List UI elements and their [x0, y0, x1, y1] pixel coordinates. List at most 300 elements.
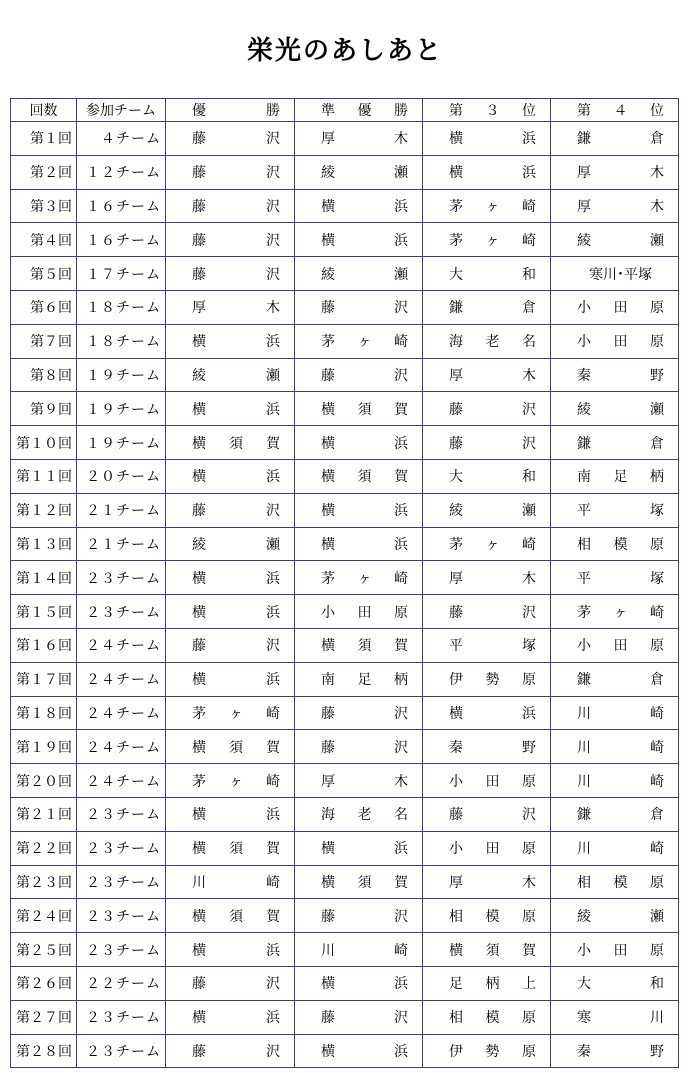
city-char: 浜 — [394, 198, 408, 215]
third-cell — [423, 324, 551, 358]
city-char: 浜 — [394, 435, 408, 452]
city-char: 田 — [485, 841, 500, 858]
city-char: 茅 — [449, 198, 463, 215]
winner-cell — [166, 662, 295, 696]
city-char: 浜 — [266, 401, 280, 418]
city-char: 横 — [192, 807, 206, 824]
city-char: 藤 — [192, 266, 206, 283]
city-char: 田 — [613, 300, 628, 317]
city-char: 沢 — [266, 165, 280, 182]
winner-cell — [166, 595, 295, 629]
table-row — [11, 764, 679, 798]
winner-cell — [166, 155, 295, 189]
fourth-cell — [551, 1000, 679, 1034]
teams-cell: ２２チーム — [77, 966, 166, 1000]
city-char: 横 — [192, 570, 206, 587]
city-char: 横 — [192, 334, 206, 351]
table-row — [11, 257, 679, 291]
city-char: 伊 — [449, 1043, 463, 1060]
city-char: 柄 — [650, 469, 664, 486]
city-char: 藤 — [321, 367, 335, 384]
third-cell — [423, 257, 551, 291]
city-char: 田 — [357, 604, 372, 621]
header-third-char: ３ — [485, 103, 500, 119]
runner-up-cell — [295, 324, 423, 358]
city-char: 上 — [522, 976, 536, 993]
teams-cell: １８チーム — [77, 324, 166, 358]
runner-up-cell — [295, 662, 423, 696]
city-char: 横 — [192, 942, 206, 959]
city-char: 横 — [321, 401, 335, 418]
city-char: 沢 — [266, 503, 280, 520]
city-char: 相 — [449, 1010, 463, 1027]
city-char: 和 — [650, 976, 664, 993]
table-row — [11, 865, 679, 899]
city-char: 大 — [577, 976, 591, 993]
city-char: 茅 — [321, 570, 335, 587]
third-cell — [423, 493, 551, 527]
city-char: 厚 — [321, 131, 335, 148]
city-char: 浜 — [266, 672, 280, 689]
third-cell — [423, 662, 551, 696]
city-char: 和 — [522, 469, 536, 486]
third-cell — [423, 155, 551, 189]
results-table — [10, 98, 679, 1068]
round-cell: 第１４回 — [11, 561, 77, 595]
city-char: 田 — [613, 638, 628, 655]
runner-up-cell — [295, 764, 423, 798]
city-char: 崎 — [266, 773, 280, 790]
city-char: 沢 — [394, 367, 408, 384]
city-char: 崎 — [650, 705, 664, 722]
third-cell — [423, 764, 551, 798]
city-char: 浜 — [394, 976, 408, 993]
city-char: 木 — [522, 874, 536, 891]
city-char: 野 — [650, 1043, 664, 1060]
round-cell: 第７回 — [11, 324, 77, 358]
round-cell: 第１９回 — [11, 730, 77, 764]
city-char: 横 — [449, 705, 463, 722]
round-cell: 第２０回 — [11, 764, 77, 798]
city-char: 浜 — [522, 165, 536, 182]
third-cell — [423, 595, 551, 629]
city-char: 大 — [449, 469, 463, 486]
city-char: 藤 — [192, 232, 206, 249]
city-char: 崎 — [522, 536, 536, 553]
table-row — [11, 831, 679, 865]
city-char: ヶ — [485, 232, 500, 249]
winner-cell — [166, 764, 295, 798]
table-row — [11, 493, 679, 527]
city-char: 原 — [650, 536, 664, 553]
city-char: 原 — [522, 773, 536, 790]
table-row — [11, 1034, 679, 1068]
city-char: 茅 — [449, 536, 463, 553]
city-char: 木 — [266, 300, 280, 317]
table-row — [11, 933, 679, 967]
fourth-cell — [551, 764, 679, 798]
fourth-cell — [551, 865, 679, 899]
city-char: 原 — [522, 672, 536, 689]
table-row — [11, 459, 679, 493]
city-char: 藤 — [321, 705, 335, 722]
third-cell — [423, 122, 551, 156]
city-char: 厚 — [449, 874, 463, 891]
header-runner-up-char: 勝 — [394, 103, 408, 119]
city-char: 沢 — [394, 739, 408, 756]
city-char: 木 — [394, 773, 408, 790]
city-char: 厚 — [321, 773, 335, 790]
city-char: 勢 — [485, 672, 500, 689]
city-char: 藤 — [321, 300, 335, 317]
winner-cell — [166, 966, 295, 1000]
round-cell: 第２７回 — [11, 1000, 77, 1034]
fourth-cell — [551, 831, 679, 865]
winner-cell — [166, 189, 295, 223]
teams-cell: ２３チーム — [77, 561, 166, 595]
fourth-cell — [551, 324, 679, 358]
city-char: 鎌 — [577, 131, 591, 148]
header-runner-up-char: 優 — [357, 103, 372, 119]
city-char: 足 — [357, 672, 372, 689]
city-char: 木 — [650, 165, 664, 182]
fourth-cell — [551, 493, 679, 527]
city-char: 南 — [577, 469, 591, 486]
city-char: 藤 — [192, 165, 206, 182]
round-cell: 第３回 — [11, 189, 77, 223]
city-char: 寒川･平塚 — [589, 266, 652, 283]
city-char: 綾 — [192, 536, 206, 553]
table-row — [11, 223, 679, 257]
third-cell — [423, 392, 551, 426]
runner-up-cell — [295, 426, 423, 460]
city-char: 瀬 — [650, 232, 664, 249]
city-char: 南 — [321, 672, 335, 689]
city-char: 賀 — [266, 739, 280, 756]
city-char: 藤 — [321, 739, 335, 756]
city-char: 横 — [192, 1010, 206, 1027]
city-char: ヶ — [485, 198, 500, 215]
winner-cell — [166, 730, 295, 764]
city-char: 茅 — [192, 773, 206, 790]
city-char: 倉 — [650, 435, 664, 452]
runner-up-cell — [295, 527, 423, 561]
city-char: 須 — [357, 874, 372, 891]
winner-cell — [166, 358, 295, 392]
round-cell: 第１８回 — [11, 696, 77, 730]
fourth-cell — [551, 595, 679, 629]
third-cell — [423, 628, 551, 662]
fourth-cell — [551, 290, 679, 324]
city-char: 藤 — [192, 198, 206, 215]
city-char: 浜 — [522, 131, 536, 148]
city-char: 模 — [485, 908, 500, 925]
fourth-cell — [551, 696, 679, 730]
city-char: 老 — [485, 334, 500, 351]
winner-cell — [166, 493, 295, 527]
city-char: 藤 — [449, 401, 463, 418]
city-char: 川 — [577, 841, 591, 858]
winner-cell — [166, 831, 295, 865]
teams-cell: ２３チーム — [77, 595, 166, 629]
city-char: 瀬 — [266, 536, 280, 553]
city-char: 浜 — [266, 334, 280, 351]
city-char: 木 — [650, 198, 664, 215]
city-char: 原 — [650, 874, 664, 891]
header-teams: 参加チーム — [77, 99, 166, 122]
header-third — [423, 99, 551, 122]
city-char: 沢 — [266, 266, 280, 283]
city-char: 名 — [522, 334, 536, 351]
city-char: 横 — [321, 1043, 335, 1060]
city-char: 藤 — [321, 908, 335, 925]
city-char: 横 — [321, 976, 335, 993]
runner-up-cell — [295, 730, 423, 764]
city-char: 茅 — [449, 232, 463, 249]
city-char: 横 — [321, 638, 335, 655]
runner-up-cell — [295, 459, 423, 493]
third-cell — [423, 426, 551, 460]
city-char: 小 — [577, 638, 591, 655]
city-char: 横 — [449, 165, 463, 182]
city-char: 賀 — [266, 908, 280, 925]
city-char: 横 — [192, 604, 206, 621]
city-char: 綾 — [321, 165, 335, 182]
city-char: 沢 — [266, 131, 280, 148]
runner-up-cell — [295, 290, 423, 324]
city-char: 浜 — [394, 841, 408, 858]
runner-up-cell — [295, 899, 423, 933]
teams-cell: ２３チーム — [77, 865, 166, 899]
city-char: 崎 — [394, 942, 408, 959]
third-cell — [423, 358, 551, 392]
city-char: 秦 — [577, 367, 591, 384]
header-fourth-char: 位 — [650, 103, 664, 119]
header-winner-char: 優 — [192, 103, 206, 119]
third-cell — [423, 865, 551, 899]
city-char: 浜 — [394, 503, 408, 520]
city-char: 和 — [522, 266, 536, 283]
teams-cell: ２３チーム — [77, 1034, 166, 1068]
teams-cell: １９チーム — [77, 426, 166, 460]
city-char: 藤 — [192, 503, 206, 520]
city-char: 田 — [613, 334, 628, 351]
winner-cell — [166, 628, 295, 662]
city-char: 川 — [321, 942, 335, 959]
city-char: 木 — [522, 570, 536, 587]
header-fourth — [551, 99, 679, 122]
city-char: 浜 — [394, 1043, 408, 1060]
runner-up-cell — [295, 122, 423, 156]
city-char: 小 — [449, 773, 463, 790]
city-char: 綾 — [577, 401, 591, 418]
third-cell — [423, 933, 551, 967]
city-char: 藤 — [192, 638, 206, 655]
runner-up-cell — [295, 1034, 423, 1068]
city-char: 藤 — [449, 807, 463, 824]
city-char: 原 — [522, 908, 536, 925]
city-char: 川 — [577, 773, 591, 790]
fourth-cell — [551, 797, 679, 831]
fourth-cell — [551, 426, 679, 460]
city-char: 茅 — [577, 604, 591, 621]
city-char: 須 — [229, 739, 243, 756]
winner-cell — [166, 527, 295, 561]
city-char: 平 — [577, 503, 591, 520]
header-round: 回数 — [11, 99, 77, 122]
winner-cell — [166, 392, 295, 426]
city-char: 賀 — [522, 942, 536, 959]
city-char: 相 — [449, 908, 463, 925]
city-char: 藤 — [449, 435, 463, 452]
runner-up-cell — [295, 155, 423, 189]
city-char: 横 — [192, 469, 206, 486]
table-row — [11, 358, 679, 392]
header-runner-up — [295, 99, 423, 122]
city-char: 小 — [577, 300, 591, 317]
winner-cell — [166, 561, 295, 595]
city-char: 勢 — [485, 1043, 500, 1060]
city-char: 原 — [650, 300, 664, 317]
city-char: 原 — [650, 638, 664, 655]
city-char: 鎌 — [577, 672, 591, 689]
city-char: 厚 — [577, 198, 591, 215]
teams-cell: １７チーム — [77, 257, 166, 291]
round-cell: 第２５回 — [11, 933, 77, 967]
table-row — [11, 797, 679, 831]
city-char: 横 — [192, 401, 206, 418]
table-header-row — [11, 99, 679, 122]
city-char: 須 — [357, 401, 372, 418]
city-char: 小 — [449, 841, 463, 858]
city-char: 鎌 — [577, 435, 591, 452]
header-third-char: 位 — [522, 103, 536, 119]
third-cell — [423, 1000, 551, 1034]
city-char: 倉 — [650, 672, 664, 689]
runner-up-cell — [295, 189, 423, 223]
city-char: 沢 — [394, 1010, 408, 1027]
city-char: 浜 — [266, 1010, 280, 1027]
city-char: 藤 — [192, 1043, 206, 1060]
teams-cell: ２４チーム — [77, 730, 166, 764]
city-char: 横 — [321, 841, 335, 858]
round-cell: 第６回 — [11, 290, 77, 324]
city-char: 厚 — [192, 300, 206, 317]
winner-cell — [166, 797, 295, 831]
city-char: 賀 — [394, 638, 408, 655]
city-char: 寒 — [577, 1010, 591, 1027]
city-char: 秦 — [449, 739, 463, 756]
city-char: 横 — [192, 841, 206, 858]
city-char: 賀 — [394, 401, 408, 418]
teams-cell: ２０チーム — [77, 459, 166, 493]
city-char: ヶ — [485, 536, 500, 553]
city-char: ヶ — [613, 604, 628, 621]
city-char: 海 — [321, 807, 335, 824]
third-cell — [423, 797, 551, 831]
header-runner-up-char: 準 — [321, 103, 335, 119]
table-row — [11, 628, 679, 662]
city-char: 原 — [394, 604, 408, 621]
table-row — [11, 1000, 679, 1034]
fourth-cell — [551, 189, 679, 223]
round-cell: 第２３回 — [11, 865, 77, 899]
fourth-cell — [551, 730, 679, 764]
round-cell: 第１３回 — [11, 527, 77, 561]
city-char: 須 — [229, 435, 243, 452]
header-fourth-char: 第 — [577, 103, 591, 119]
teams-cell: ２４チーム — [77, 628, 166, 662]
city-char: 綾 — [192, 367, 206, 384]
city-char: 横 — [321, 469, 335, 486]
city-char: ヶ — [357, 334, 372, 351]
city-char: 須 — [357, 469, 372, 486]
winner-cell — [166, 459, 295, 493]
city-char: 沢 — [394, 908, 408, 925]
teams-cell: ２３チーム — [77, 797, 166, 831]
city-char: 賀 — [266, 841, 280, 858]
city-char: 川 — [577, 739, 591, 756]
table-row — [11, 595, 679, 629]
city-char: 沢 — [266, 198, 280, 215]
winner-cell — [166, 122, 295, 156]
table-row — [11, 561, 679, 595]
round-cell: 第８回 — [11, 358, 77, 392]
city-char: 瀬 — [266, 367, 280, 384]
city-char: 厚 — [449, 570, 463, 587]
city-char: 崎 — [650, 739, 664, 756]
third-cell — [423, 561, 551, 595]
fourth-cell — [551, 527, 679, 561]
winner-cell — [166, 1000, 295, 1034]
table-row — [11, 324, 679, 358]
runner-up-cell — [295, 595, 423, 629]
fourth-cell — [551, 257, 679, 291]
runner-up-cell — [295, 933, 423, 967]
city-char: 小 — [321, 604, 335, 621]
table-row — [11, 122, 679, 156]
city-char: 川 — [650, 1010, 664, 1027]
page-title: 栄光のあしあと — [246, 36, 443, 66]
city-char: 賀 — [394, 469, 408, 486]
teams-cell: ４チーム — [77, 122, 166, 156]
city-char: 川 — [192, 874, 206, 891]
city-char: ヶ — [229, 773, 243, 790]
fourth-cell — [551, 933, 679, 967]
city-char: 沢 — [266, 1043, 280, 1060]
table-row — [11, 966, 679, 1000]
city-char: 茅 — [192, 705, 206, 722]
teams-cell: ２４チーム — [77, 764, 166, 798]
round-cell: 第２６回 — [11, 966, 77, 1000]
teams-cell: ２４チーム — [77, 696, 166, 730]
fourth-cell — [551, 392, 679, 426]
city-char: 平 — [577, 570, 591, 587]
table-row — [11, 527, 679, 561]
teams-cell: １６チーム — [77, 189, 166, 223]
city-char: 沢 — [522, 435, 536, 452]
city-char: 浜 — [266, 604, 280, 621]
city-char: 浜 — [266, 469, 280, 486]
city-char: 沢 — [522, 604, 536, 621]
city-char: 小 — [577, 334, 591, 351]
city-char: 相 — [577, 874, 591, 891]
city-char: 瀬 — [394, 165, 408, 182]
fourth-cell — [551, 358, 679, 392]
third-cell — [423, 899, 551, 933]
city-char: 原 — [522, 841, 536, 858]
city-char: 名 — [394, 807, 408, 824]
